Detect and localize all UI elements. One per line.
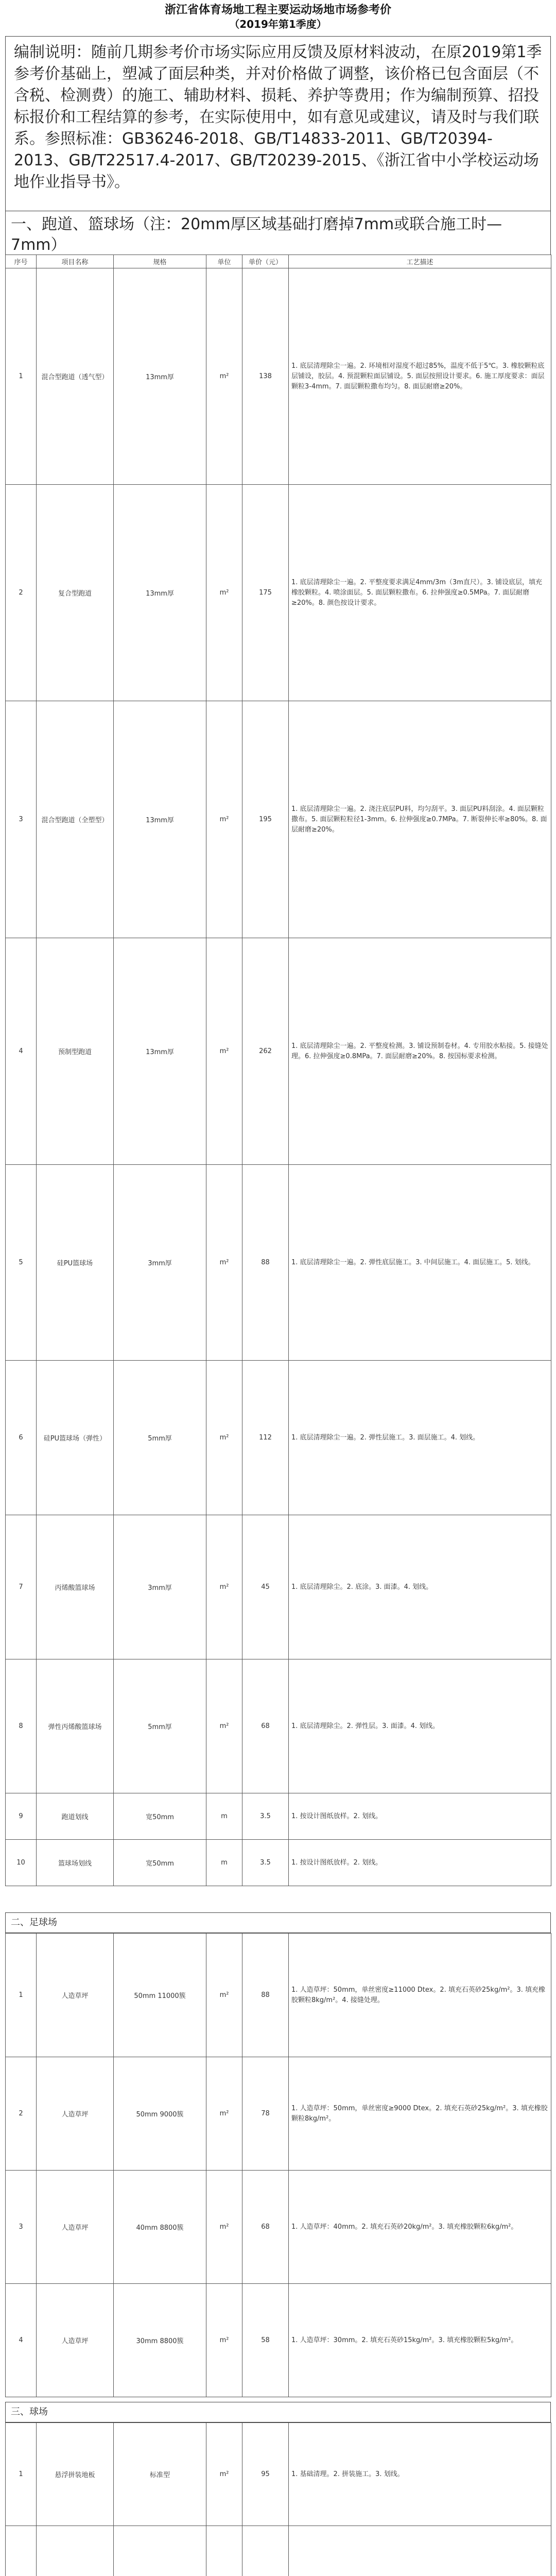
cell-desc: 1. 底层清理除尘。2. 底涂。3. 面漆。4. 划线。 [289,1515,551,1659]
table-row [6,1840,551,1886]
cell-spec: 5mm厚 [114,1361,206,1515]
cell-desc: 1. 底层清理除尘一遍。2. 弹性层施工。3. 面层施工。4. 划线。 [289,1361,551,1515]
cell-price: 88 [242,1165,289,1361]
cell-desc: 1. 底层清理除尘一遍。2. 浇注底层PU料，均匀刮平。3. 面层PU料刮涂。4. 面层颗粒撒布。5. 面层颗粒粒径1-3mm。6. 拉伸强度≥0.7MPa。7. 断裂伸长率≥80%。8. 面层耐磨≥20%。 [289,701,551,938]
doc-subtitle: （2019年第1季度） [229,18,327,30]
cell-no: 1 [6,268,37,485]
cell-unit [206,2526,242,2576]
cell-spec: 50mm 11000簇 [114,1934,206,2057]
cell-unit: m² [206,938,242,1165]
cell-name: 人造草坪 [37,2057,114,2171]
header-name: 项目名称 [37,255,114,268]
cell-price: 78 [242,2057,289,2171]
cell-spec: 5mm厚 [114,1659,206,1793]
cell-name: 混合型跑道（全塑型） [37,701,114,938]
cell-desc: 1. 底层清理除尘一遍。2. 环境相对湿度不超过85%，温度不低于5℃。3. 橡胶颗粒底层铺设，胶层。4. 预混颗粒面层铺设。5. 面层按照设计要求。6. 施工厚度要求：面层颗粒3-4mm。7. 面层颗粒撒布均匀。8. 面层耐磨≥20%。 [289,268,551,485]
table-row [6,1165,551,1361]
cell-price: 195 [242,701,289,938]
cell-unit: m² [206,1165,242,1361]
cell-name: 篮球场划线 [37,1840,114,1886]
cell-spec: 40mm 8800簇 [114,2171,206,2284]
cell-no: 10 [6,1840,37,1886]
cell-desc: 1. 按设计图纸放样。2. 划线。 [289,1840,551,1886]
cell-unit: m² [206,485,242,701]
cell-price: 58 [242,2284,289,2397]
cell-desc: 1. 底层清理除尘。2. 弹性层。3. 面漆。4. 划线。 [289,1659,551,1793]
cell-unit: m² [206,2284,242,2397]
table-row [6,1934,551,2057]
table-row [6,1659,551,1793]
cell-no: 3 [6,701,37,938]
cell-unit: m² [206,701,242,938]
cell-desc: 1. 按设计图纸放样。2. 划线。 [289,1793,551,1840]
header-no: 序号 [6,255,37,268]
table-section-2 [5,1933,551,2397]
cell-desc: 1. 底层清理除尘一遍。2. 平整度检测。3. 铺设预制卷材。4. 专用胶水粘接。5. 接缝处理。6. 拉伸强度≥0.8MPa。7. 面层耐磨≥20%。8. 按国标要求检测。 [289,938,551,1165]
cell-spec: 宽50mm [114,1840,206,1886]
cell-unit: m² [206,268,242,485]
cell-no: 9 [6,1793,37,1840]
cell-unit: m² [206,2057,242,2171]
header-unit: 单位 [206,255,242,268]
cell-name [37,2526,114,2576]
cell-spec: 30mm 8800簇 [114,2284,206,2397]
table-row [6,1793,551,1840]
intro-note: 编制说明：随前几期参考价市场实际应用反馈及原材料波动，在原2019第1季参考价基础上，塑减了面层种类，并对价格做了调整，该价格已包含面层（不含税、检测费）的施工、辅助材料、损耗、养护等费用；作为编制预算、招投标报价和工程结算的参考，在实际使用中，如有意见或建议，请及时与我们联系。参照标准：GB36246-2018、GB/T14833-2011、GB/T20394-2013、GB/T22517.4-2017、GB/T20239-2015、《浙江省中小学校运动场地作业指导书》。 [5,36,551,211]
cell-name: 预制型跑道 [37,938,114,1165]
cell-unit: m [206,1840,242,1886]
cell-desc: 1. 人造草坪：40mm。2. 填充石英砂20kg/m²。3. 填充橡胶颗粒6kg/m²。 [289,2171,551,2284]
cell-price: 88 [242,1934,289,2057]
cell-no: 8 [6,1659,37,1793]
cell-name: 人造草坪 [37,2284,114,2397]
cell-price: 3.5 [242,1840,289,1886]
cell-unit: m² [206,2171,242,2284]
cell-name: 悬浮拼装地板 [37,2423,114,2526]
cell-no: 2 [6,485,37,701]
table-header-row [6,255,551,268]
cell-price: 3.5 [242,1793,289,1840]
title-block [0,3,556,31]
cell-desc: 1. 底层清理除尘一遍。2. 平整度要求满足4mm/3m（3m直尺）。3. 铺设底层，填充橡胶颗粒。4. 喷涂面层。5. 面层颗粒撒布。6. 拉伸强度≥0.5MPa。7. 面层耐磨≥20%。8. 颜色按设计要求。 [289,485,551,701]
cell-spec: 13mm厚 [114,701,206,938]
cell-no: 4 [6,2284,37,2397]
cell-desc: 1. 底层清理除尘一遍。2. 弹性底层施工。3. 中间层施工。4. 面层施工。5. 划线。 [289,1165,551,1361]
cell-spec: 50mm 9000簇 [114,2057,206,2171]
cell-name: 硅PU篮球场（弹性） [37,1361,114,1515]
cell-price: 68 [242,2171,289,2284]
cell-spec: 宽50mm [114,1793,206,1840]
cell-price [242,2526,289,2576]
cell-desc: 1. 基础清理。2. 拼装施工。3. 划线。 [289,2423,551,2526]
section-3-heading: 三、球场 [5,2402,551,2422]
table-row [6,2284,551,2397]
cell-no: 1 [6,2423,37,2526]
cell-spec: 标准型 [114,2423,206,2526]
cell-name: 人造草坪 [37,2171,114,2284]
cell-name: 跑道划线 [37,1793,114,1840]
cell-unit: m² [206,2423,242,2526]
cell-name: 混合型跑道（透气型） [37,268,114,485]
cell-no: 1 [6,1934,37,2057]
cell-no [6,2526,37,2576]
cell-name: 硅PU篮球场 [37,1165,114,1361]
header-price: 单价（元） [242,255,289,268]
cell-unit: m² [206,1361,242,1515]
cell-price: 262 [242,938,289,1165]
cell-unit: m [206,1793,242,1840]
doc-title: 浙江省体育场地工程主要运动场地市场参考价 [164,4,391,16]
cell-spec [114,2526,206,2576]
cell-unit: m² [206,1659,242,1793]
header-spec: 规格 [114,255,206,268]
cell-spec: 3mm厚 [114,1165,206,1361]
cell-price: 68 [242,1659,289,1793]
cell-price: 112 [242,1361,289,1515]
cell-desc [289,2526,551,2576]
table-row [6,485,551,701]
table-row [6,2423,551,2526]
cell-no: 3 [6,2171,37,2284]
cell-no: 6 [6,1361,37,1515]
table-row [6,2171,551,2284]
cell-spec: 13mm厚 [114,268,206,485]
cell-no: 5 [6,1165,37,1361]
cell-price: 138 [242,268,289,485]
table-row [6,1515,551,1659]
cell-price: 95 [242,2423,289,2526]
table-row [6,701,551,938]
cell-spec: 13mm厚 [114,485,206,701]
section-1-heading: 一、跑道、篮球场（注：20mm厚区域基础打磨掉7mm或联合施工时—7mm） [5,211,551,259]
cell-spec: 3mm厚 [114,1515,206,1659]
table-row [6,268,551,485]
table-section-3 [5,2422,551,2576]
cell-name: 人造草坪 [37,1934,114,2057]
cell-price: 175 [242,485,289,701]
cell-name: 弹性丙烯酸篮球场 [37,1659,114,1793]
cell-desc: 1. 人造草坪：50mm，单丝密度≥11000 Dtex。2. 填充石英砂25kg/m²。3. 填充橡胶颗粒8kg/m²。4. 接缝处理。 [289,1934,551,2057]
cell-name: 复合型跑道 [37,485,114,701]
table-section-1 [5,255,551,1886]
cell-price: 45 [242,1515,289,1659]
cell-name: 丙烯酸篮球场 [37,1515,114,1659]
cell-unit: m² [206,1515,242,1659]
cell-no: 7 [6,1515,37,1659]
cell-no: 2 [6,2057,37,2171]
section-2-heading: 二、足球场 [5,1912,551,1933]
cell-desc: 1. 人造草坪：30mm。2. 填充石英砂15kg/m²。3. 填充橡胶颗粒5kg/m²。 [289,2284,551,2397]
table-row [6,2057,551,2171]
cell-spec: 13mm厚 [114,938,206,1165]
table-row [6,938,551,1165]
cell-no: 4 [6,938,37,1165]
header-desc: 工艺描述 [289,255,551,268]
cell-desc: 1. 人造草坪：50mm，单丝密度≥9000 Dtex。2. 填充石英砂25kg/m²。3. 填充橡胶颗粒8kg/m²。 [289,2057,551,2171]
table-row [6,2526,551,2576]
table-row [6,1361,551,1515]
cell-unit: m² [206,1934,242,2057]
